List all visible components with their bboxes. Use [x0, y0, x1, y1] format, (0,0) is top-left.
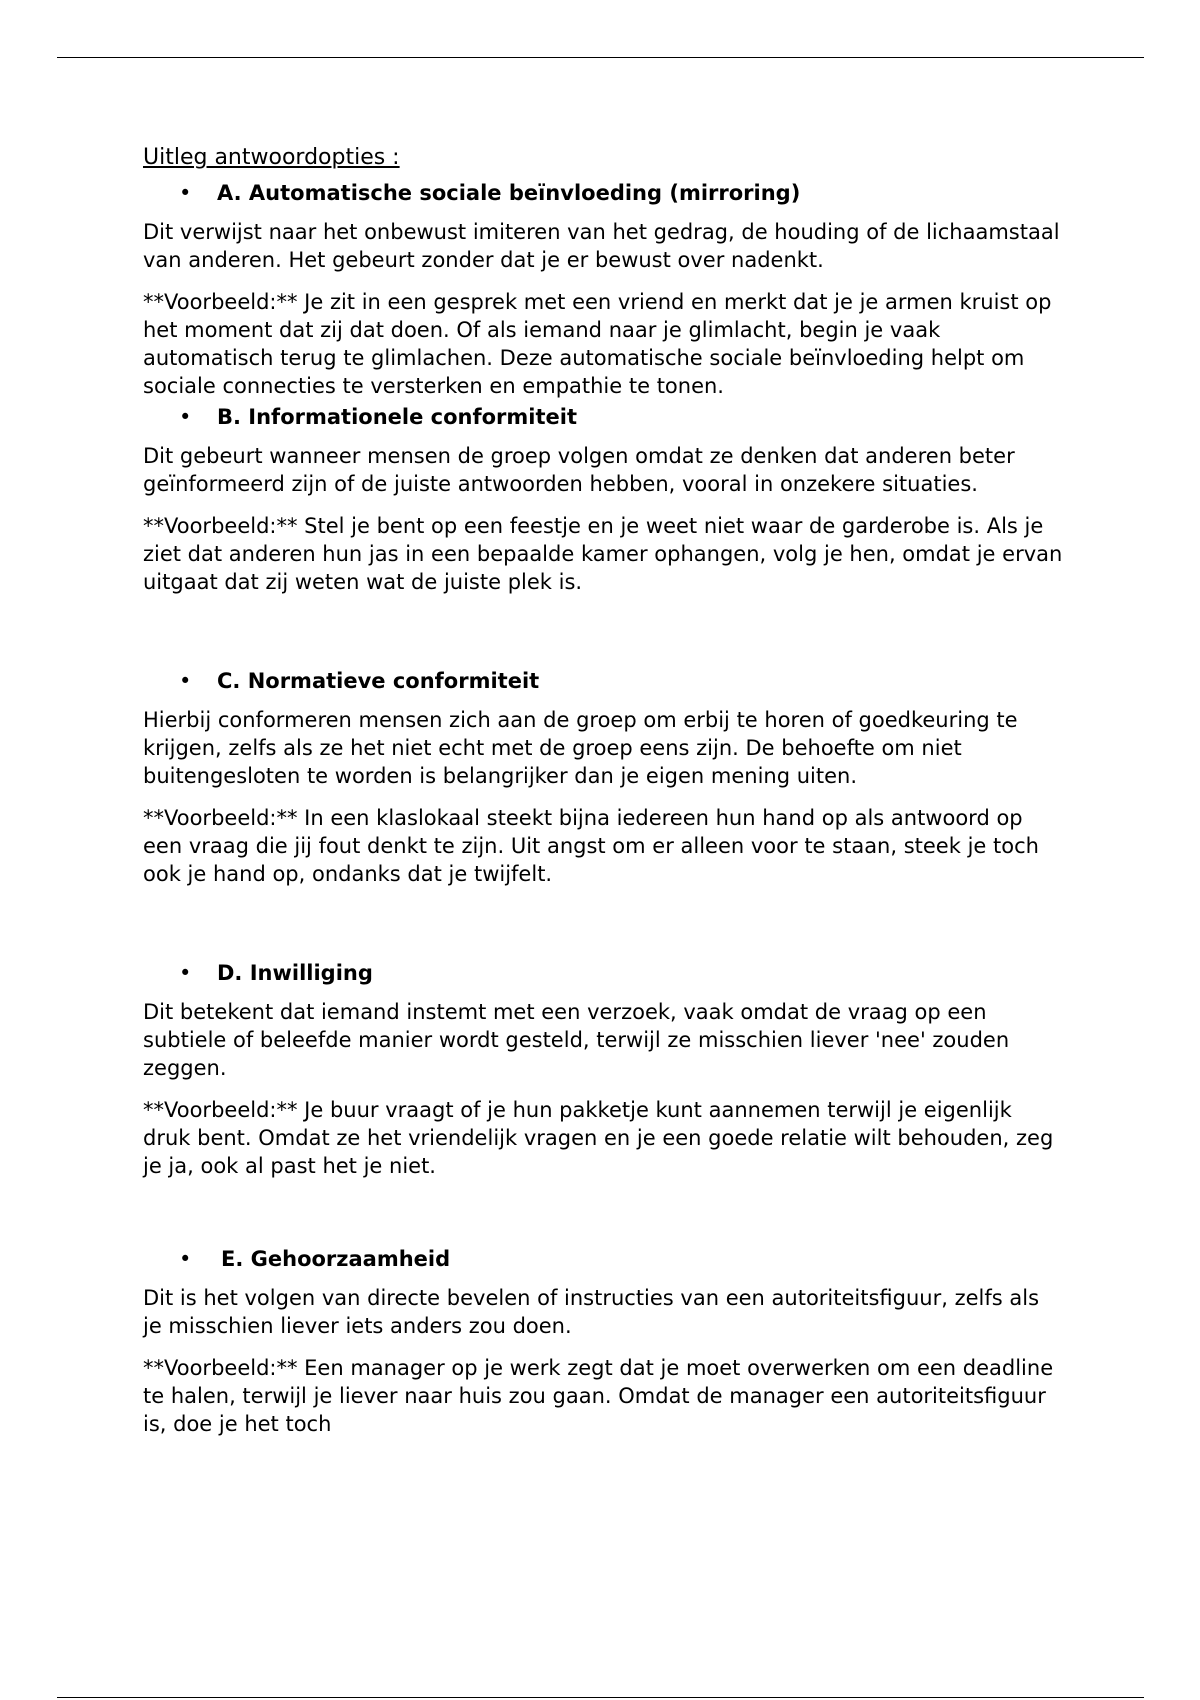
section-description: Dit verwijst naar het onbewust imiteren van het gedrag, de houding of de lichaamstaal van anderen. Het gebeurt zonder dat je er bewust over nadenkt.	[143, 220, 1060, 272]
section-description: Dit betekent dat iemand instemt met een verzoek, vaak omdat de vraag op een subtiele of beleefde manier wordt gesteld, terwijl ze misschien liever 'nee' zouden zeggen.	[143, 1000, 1010, 1080]
section-e	[143, 1244, 1063, 1438]
section-heading-text: B. Informationele conformiteit	[217, 405, 577, 429]
section-example: **Voorbeeld:** Een manager op je werk zegt dat je moet overwerken om een deadline te halen, terwijl je liever naar huis zou gaan. Omdat de manager een autoriteitsfiguur is, doe je het toch	[143, 1356, 1054, 1436]
section-c	[143, 666, 1063, 888]
bullet-icon: •	[179, 669, 192, 693]
section-description: Dit is het volgen van directe bevelen of instructies van een autoriteitsfiguur, zelfs als je misschien liever iets anders zou doen.	[143, 1286, 1040, 1338]
section-heading-text: A. Automatische sociale beïnvloeding (mirroring)	[217, 181, 801, 205]
bullet-icon: •	[179, 181, 192, 205]
section-example: **Voorbeeld:** Stel je bent op een feestje en je weet niet waar de garderobe is. Als je ziet dat anderen hun jas in een bepaalde kamer ophangen, volg je hen, omdat je ervan uitgaat dat zij weten wat de juiste plek is.	[143, 514, 1063, 594]
footer-rule	[57, 1697, 1144, 1698]
section-description: Dit gebeurt wanneer mensen de groep volgen omdat ze denken dat anderen beter geïnformeerd zijn of de juiste antwoorden hebben, vooral in onzekere situaties.	[143, 444, 1015, 496]
section-heading-text: D. Inwilliging	[217, 961, 373, 985]
section-heading	[143, 958, 1063, 988]
section-heading	[143, 1244, 1063, 1274]
section-heading-text: C. Normatieve conformiteit	[217, 669, 540, 693]
section-spacer	[143, 598, 1063, 664]
section-spacer	[143, 890, 1063, 956]
section-description: Hierbij conformeren mensen zich aan de groep om erbij te horen of goedkeuring te krijgen, zelfs als ze het niet echt met de groep eens zijn. De behoefte om niet buitengesloten te worden is belangrijker dan je eigen mening uiten.	[143, 708, 1018, 788]
header-rule	[57, 57, 1144, 58]
section-heading-text: E. Gehoorzaamheid	[221, 1247, 451, 1271]
section-spacer	[143, 1182, 1063, 1242]
section-a	[143, 178, 1063, 400]
section-example: **Voorbeeld:** Je buur vraagt of je hun pakketje kunt aannemen terwijl je eigenlijk druk bent. Omdat ze het vriendelijk vragen en je een goede relatie wilt behouden, zeg je ja, ook al past het je niet.	[143, 1098, 1054, 1178]
bullet-icon: •	[179, 1247, 192, 1271]
document-body	[143, 140, 1063, 1440]
bullet-icon: •	[179, 405, 192, 429]
section-heading	[143, 178, 1063, 208]
section-d	[143, 958, 1063, 1180]
bullet-icon: •	[179, 961, 192, 985]
section-heading	[143, 402, 1063, 432]
section-b	[143, 402, 1063, 596]
document-title: Uitleg antwoordopties :	[143, 145, 400, 170]
section-example: **Voorbeeld:** In een klaslokaal steekt bijna iedereen hun hand op als antwoord op een vraag die jij fout denkt te zijn. Uit angst om er alleen voor te staan, steek je toch ook je hand op, ondanks dat je twijfelt.	[143, 806, 1039, 886]
section-example: **Voorbeeld:** Je zit in een gesprek met een vriend en merkt dat je je armen kruist op het moment dat zij dat doen. Of als iemand naar je glimlacht, begin je vaak automatisch terug te glimlachen. Deze automatische sociale beïnvloeding helpt om sociale connecties te versterken en empathie te tonen.	[143, 290, 1052, 398]
section-heading	[143, 666, 1063, 696]
